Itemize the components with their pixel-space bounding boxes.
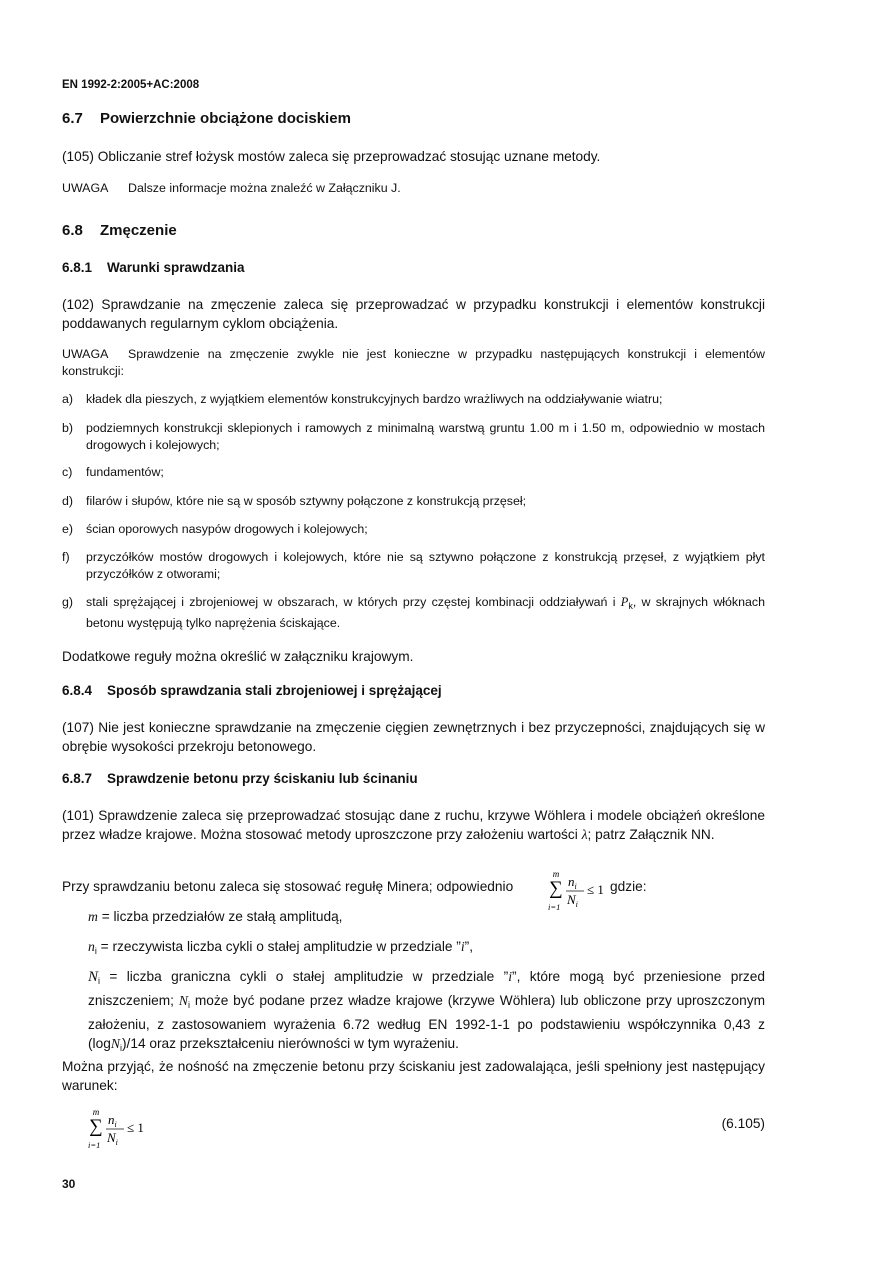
item-letter: d)	[62, 494, 74, 508]
miner-where: gdzie:	[610, 879, 647, 894]
list-item	[62, 521, 765, 538]
sum-lower-limit: i=1	[88, 1140, 101, 1150]
definition-text: ”, które mogą być przeniesione przed zniszczeniem;	[88, 969, 765, 1008]
note-text: Sprawdzenie na zmęczenie zwykle nie jest konieczne w przypadku następujących konstrukcji i elementów konstrukcji:	[62, 347, 765, 378]
section-6-7-heading	[62, 110, 351, 127]
list-item	[62, 391, 765, 408]
standard-header: EN 1992-2:2005+AC:2008	[62, 79, 200, 91]
symbol-subscript: i	[98, 976, 101, 986]
list-item	[62, 420, 765, 454]
paragraph-107: (107) Nie jest konieczne sprawdzanie na zmęczenie cięgien zewnętrznych i bez przyczepności, znajdujących się w obrębie wysokości przekroju betonowego.	[62, 720, 765, 754]
paragraph-text: ; patrz Załącznik NN.	[587, 827, 715, 842]
item-letter: e)	[62, 522, 74, 536]
item-text	[86, 594, 765, 632]
section-title: Sprawdzenie betonu przy ściskaniu lub ścinaniu	[107, 771, 418, 786]
section-number: 6.8.1	[62, 260, 93, 275]
list-item	[62, 594, 765, 632]
section-title: Sposób sprawdzania stali zbrojeniowej i sprężającej	[107, 683, 442, 698]
symbol-N: N	[110, 1036, 120, 1051]
item-text: kładek dla pieszych, z wyjątkiem elementów konstrukcyjnych bardzo wrażliwych na oddziaływanie wiatru;	[86, 392, 663, 406]
item-letter: f)	[62, 550, 70, 564]
section-number: 6.8.7	[62, 771, 93, 786]
section-6-8-7-heading	[62, 771, 418, 786]
fraction-denominator: $N_i$	[567, 892, 578, 909]
section-title: Powierzchnie obciążone dociskiem	[100, 110, 351, 127]
symbol-p: P	[620, 595, 629, 609]
definition-text: )/14 oraz przekształceniu nierówności w tym wyrażeniu.	[121, 1036, 459, 1051]
sum-sign: ∑	[549, 878, 563, 899]
symbol-subscript: i	[187, 1000, 190, 1010]
symbol-n: n	[88, 939, 95, 954]
item-text: fundamentów;	[86, 465, 164, 479]
sum-lower-limit: i=1	[548, 902, 561, 912]
closing-paragraph: Dodatkowe reguły można określić w załączniku krajowym.	[62, 649, 414, 664]
section-title: Zmęczenie	[100, 222, 177, 239]
fraction-numerator: $n_i$	[568, 874, 577, 891]
list-item	[62, 493, 765, 510]
definition-text: ”,	[464, 939, 474, 954]
item-text-part: stali sprężającej i zbrojeniowej w obszarach, w których przy częstej kombinacji oddziaływań i	[86, 595, 621, 609]
page-number: 30	[62, 1177, 76, 1191]
definition-text: = liczba przedziałów ze stałą amplitudą,	[97, 909, 343, 924]
symbol-subscript: k	[628, 601, 633, 611]
section-title: Warunki sprawdzania	[107, 260, 245, 275]
item-letter: c)	[62, 465, 73, 479]
paragraph-text: (101) Sprawdzenie zaleca się przeprowadzać stosując dane z ruchu, krzywe Wöhlera i modele obciążeń określone przez władze krajowe. Można stosować metody uproszczone przy założeniu wartości	[62, 808, 765, 842]
item-letter: a)	[62, 392, 74, 406]
fraction-denominator: $N_i$	[107, 1130, 118, 1147]
list-item	[62, 464, 765, 481]
fraction-numerator: $n_i$	[108, 1112, 117, 1129]
item-text: ścian oporowych nasypów drogowych i kolejowych;	[86, 522, 368, 536]
item-text: przyczółków mostów drogowych i kolejowych, które nie są sztywno połączone z konstrukcją przęseł, z wyjątkiem płyt przyczółków z otworami;	[86, 550, 765, 581]
conclusion-paragraph: Można przyjąć, że nośność na zmęczenie betonu przy ściskaniu jest zadowalająca, jeśli spełniony jest następujący warunek:	[62, 1059, 765, 1093]
item-letter: g)	[62, 595, 74, 609]
section-6-8-heading	[62, 222, 177, 239]
miner-intro: Przy sprawdzaniu betonu zaleca się stosować regułę Minera; odpowiednio	[62, 879, 514, 894]
item-letter: b)	[62, 421, 74, 435]
note-6-8-1	[62, 346, 765, 380]
item-text: filarów i słupów, które nie są w sposób sztywny połączone z konstrukcją przęseł;	[86, 494, 527, 508]
item-text-part: , w skrajnych włóknach betonu występują tylko naprężenia ściskające.	[86, 595, 765, 630]
symbol-i: i	[508, 969, 513, 984]
section-6-8-4-heading	[62, 683, 442, 698]
paragraph-102: (102) Sprawdzanie na zmęczenie zaleca się przeprowadzać w przypadku konstrukcji i elementów konstrukcji poddawanych regularnym cyklom obciążenia.	[62, 297, 765, 331]
definition-N	[88, 967, 765, 1058]
paragraph-101	[62, 806, 765, 844]
item-text: podziemnych konstrukcji sklepionych i ramowych z minimalną warstwą gruntu 1.00 m i 1.50 m, odpowiednio w mostach drogowych i kolejowych;	[86, 421, 765, 452]
equation-6-105	[86, 1104, 156, 1152]
definition-text: = rzeczywista liczba cykli o stałej amplitudzie w przedziale ”	[96, 939, 461, 954]
section-number: 6.8.4	[62, 683, 93, 698]
section-number: 6.7	[62, 110, 83, 127]
note-label: UWAGA	[62, 181, 109, 195]
paragraph-105: (105) Obliczanie stref łożysk mostów zaleca się przeprowadzać stosując uznane metody.	[62, 149, 601, 164]
list-item	[62, 549, 765, 583]
symbol-subscript: i	[94, 946, 97, 956]
equation-number: (6.105)	[721, 1116, 765, 1131]
relation-sign: ≤ 1	[127, 1120, 144, 1135]
symbol-i: i	[460, 939, 465, 954]
definition-n	[88, 937, 765, 961]
definition-text: = liczba graniczna cykli o stałej amplitudzie w przedziale ”	[100, 969, 509, 984]
lambda-symbol: λ	[581, 827, 588, 842]
section-6-8-1-heading	[62, 260, 245, 275]
sum-upper-limit: m	[552, 869, 560, 879]
symbol-subscript: i	[119, 1043, 122, 1053]
sum-sign: ∑	[89, 1116, 103, 1137]
section-number: 6.8	[62, 222, 83, 239]
note-text: Dalsze informacje można znaleźć w Załączniku J.	[128, 181, 401, 195]
sum-upper-limit: m	[92, 1107, 100, 1117]
symbol-N: N	[88, 969, 99, 985]
definition-m	[88, 907, 765, 926]
note-label: UWAGA	[62, 347, 109, 361]
symbol-N: N	[178, 993, 188, 1008]
symbol-m: m	[88, 909, 98, 924]
definition-text: może być podane przez władze krajowe (krzywe Wöhlera) lub obliczone przy uproszczonym założeniu, z zastosowaniem wyrażenia 6.72 według EN 1992-1-1 po podstawieniu współczynnika 0,43 z (log	[88, 993, 765, 1051]
note-6-7	[62, 180, 765, 197]
relation-sign: ≤ 1	[587, 882, 604, 897]
